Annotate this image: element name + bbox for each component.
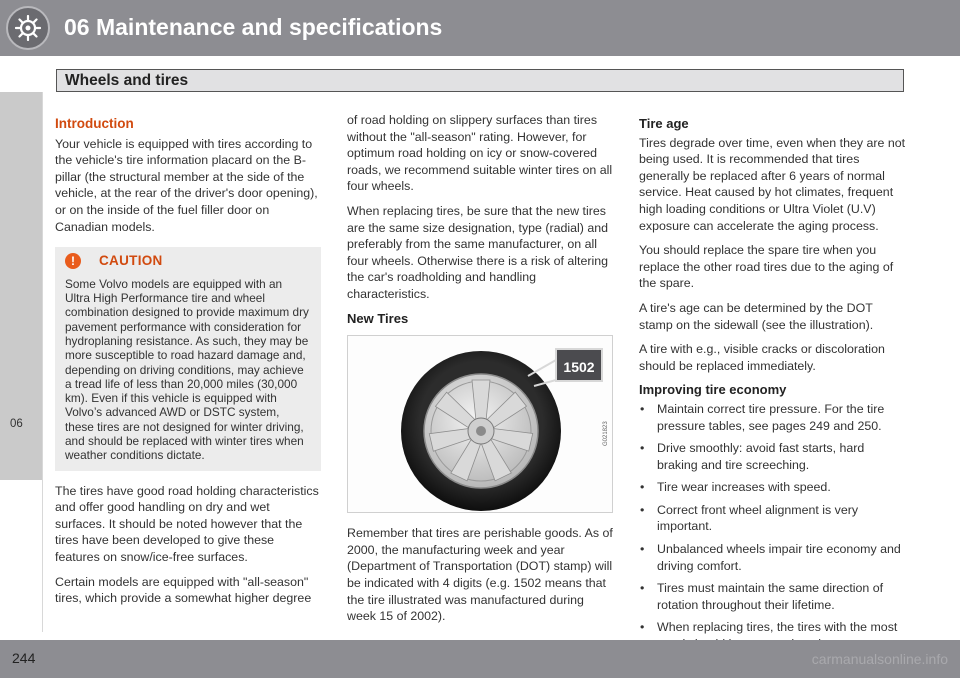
list-item: • Tire wear increases with speed. — [639, 479, 907, 496]
list-item: • Drive smoothly: avoid fast starts, hard braking and tire screeching. — [639, 440, 907, 473]
dot-stamp-badge: 1502 — [555, 348, 603, 382]
caution-box — [55, 247, 321, 470]
all-season-paragraph: Certain models are equipped with "all-season" tires, which provide a somewhat higher degree — [55, 574, 312, 606]
dot-stamp-paragraph: A tire's age can be determined by the DOT stamp on the sidewall (see the illustration). — [639, 300, 874, 332]
new-tires-heading: New Tires — [347, 310, 409, 326]
figure-code: G021823 — [603, 421, 609, 447]
caution-text: Some Volvo models are equipped with an Ultra High Performance tire and wheel combination designed to provide maximum dry pavement performance with consideration for hydroplaning resistance. As such, they may be more susceptible to road hazard damage and, depending on driving conditions, may achieve a tread life of less than 20,000 miles (30,000 km). Even if this vehicle is equipped with Volvo’s advanced AWD or DSTC system, these tires are not designed for winter driving, and should be replaced with winter tires when weather conditions dictate. — [65, 276, 309, 463]
handling-paragraph: The tires have good road holding characteristics and offer good handling on dry and wet surfaces. It should be noted however that the tires have been developed to give these features on snow/ice-free surfaces. — [55, 483, 319, 564]
section-bar — [56, 69, 904, 92]
warning-icon: ! — [65, 253, 81, 269]
side-divider — [42, 92, 43, 632]
cracks-paragraph: A tire with e.g., visible cracks or discoloration should be replaced immediately. — [639, 342, 885, 373]
page-number: 244 — [12, 650, 36, 666]
section-title: Wheels and tires — [65, 72, 189, 89]
list-item: • Maintain correct tire pressure. For the tire pressure tables, see pages 249 and 250. — [639, 401, 907, 434]
spare-tire-paragraph: You should replace the spare tire when you replace the other road tires due to the aging of the spare. — [639, 243, 894, 291]
tire-age-paragraph: Tires degrade over time, even when they are not being used. It is recommended that tires generally be replaced after 6 years of normal service. Heat caused by hot climates, frequent high loading conditions or Ultra Violet (U.V) exposure can accelerate the aging process. — [639, 135, 906, 233]
chapter-header — [0, 0, 960, 56]
side-tab-label: 06 — [10, 418, 23, 430]
introduction-heading: Introduction — [55, 116, 134, 131]
winter-tires-paragraph: of road holding on slippery surfaces than tires without the "all-season" rating. However, for optimum road holding on icy or snow-covered roads, we recommend suitable winter tires on all four wheels. — [347, 113, 613, 194]
column-3 — [639, 112, 907, 659]
tire-economy-heading: Improving tire economy — [639, 382, 787, 398]
page-footer — [0, 640, 960, 678]
list-item: • When replacing tires, the tires with the most — [639, 619, 907, 652]
tire-illustration — [347, 335, 613, 513]
replacing-tires-paragraph: When replacing tires, be sure that the new tires are the same size designation, type (radial) and preferably from the same manufacturer, on all four wheels. Otherwise there is a risk of altering the car's roadholding and handling characteristics. — [347, 203, 609, 301]
chapter-title: 06 Maintenance and specifications — [64, 14, 443, 40]
column-2 — [347, 112, 613, 633]
wrench-gear-icon — [6, 6, 50, 50]
perishable-paragraph: Remember that tires are perishable goods. As of 2000, the manufacturing week and year (Department of Transportation (DOT) stamp) will be indicated with 4 digits (e.g. 1502 means that the tire illustrated was manufactured during week 15 of 2002). — [347, 526, 613, 624]
intro-paragraph: Your vehicle is equipped with tires according to the vehicle's tire information placard on the B-pillar (the structural member at the side of the vehicle, at the rear of the driver's door opening), or on the inside of the fuel filler door on Canadian models. — [55, 136, 318, 234]
list-item: • Unbalanced wheels impair tire economy and driving comfort. — [639, 541, 907, 574]
chapter-side-tab — [0, 92, 42, 480]
tire-economy-list — [639, 401, 907, 653]
list-item: • Tires must maintain the same direction of rotation throughout their lifetime. — [639, 580, 907, 613]
list-item: • Correct front wheel alignment is very important. — [639, 502, 907, 535]
watermark: carmanualsonline.info — [811, 651, 948, 667]
column-1 — [55, 112, 321, 615]
caution-title: CAUTION — [99, 253, 163, 269]
caution-header — [65, 253, 309, 270]
tire-age-heading: Tire age — [639, 116, 689, 131]
